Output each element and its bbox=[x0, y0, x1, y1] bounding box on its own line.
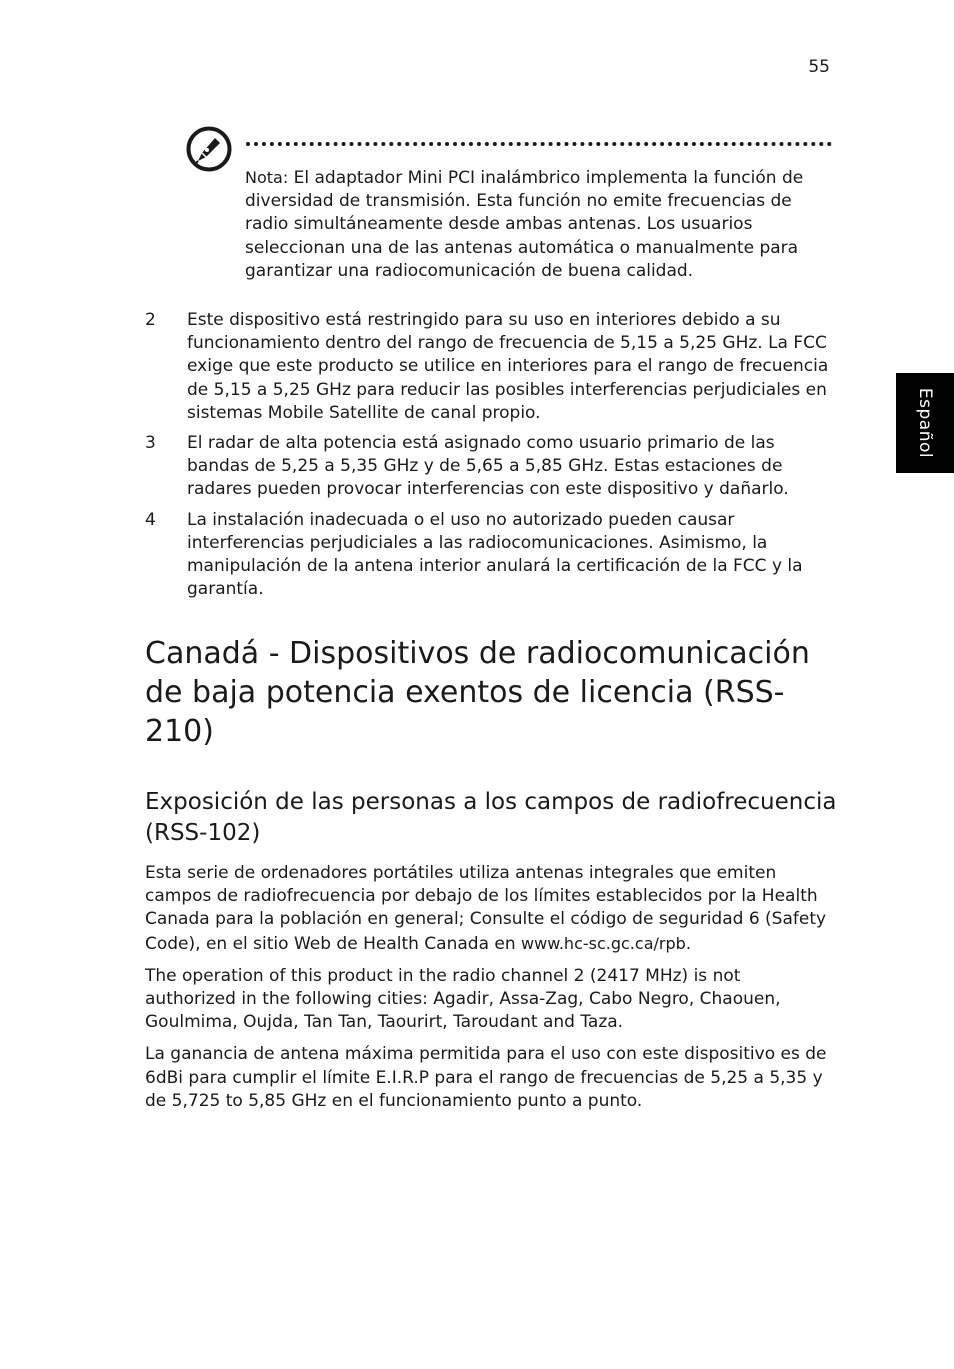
list-item-text: Este dispositivo está restringido para su uso en interiores debido a su funcionamiento dentro del rango de frecuencia de 5,15 a 5,25 GHz. La FCC exige que este producto se utilice en interiores para el rango de frecuencia de 5,15 a 5,25 GHz para reducir las posibles interferencias perjudiciales en sistemas Mobile Satellite de canal propio. bbox=[187, 310, 829, 423]
paragraph-text: Esta serie de ordenadores portátiles utiliza antenas integrales que emiten campos de radiofrecuencia por debajo de los límites establecidos por la Health Canada para la población en general; Consulte el código de seguridad 6 (Safety Code), en el sitio Web de Health Canada en bbox=[145, 863, 827, 954]
note-block bbox=[245, 166, 835, 283]
health-canada-link[interactable]: www.hc-sc.gc.ca/rpb bbox=[521, 933, 686, 953]
list-item bbox=[145, 309, 835, 425]
language-tab-label: Español bbox=[915, 387, 935, 459]
list-item-number: 2 bbox=[145, 310, 156, 330]
list-item bbox=[145, 432, 835, 502]
paragraph-health-canada bbox=[145, 862, 835, 956]
paragraph-end: . bbox=[685, 933, 692, 954]
page-number: 55 bbox=[808, 57, 830, 77]
language-tab bbox=[896, 373, 954, 473]
list-item-text: El radar de alta potencia está asignado como usuario primario de las bandas de 5,25 a 5,35 GHz y de 5,65 a 5,85 GHz. Estas estaciones de radares pueden provocar interferencias con este dispositivo y dañarlo. bbox=[187, 433, 789, 500]
note-body: El adaptador Mini PCI inalámbrico implementa la función de diversidad de transmisión. Esta función no emite frecuencias de radio simultáneamente desde ambas antenas. Los usuarios seleccionan una de las antenas automática o manualmente para garantizar una radiocomunicación de buena calidad. bbox=[245, 168, 804, 281]
list-item-number: 4 bbox=[145, 509, 156, 530]
note-label: Nota: bbox=[245, 168, 289, 187]
numbered-list bbox=[145, 309, 835, 608]
note-pen-icon bbox=[186, 126, 232, 172]
paragraph-antenna-gain: La ganancia de antena máxima permitida para el uso con este dispositivo es de 6dBi para cumplir el límite E.I.R.P para el rango de frecuencias de 5,25 a 5,35 y de 5,725 to 5,85 GHz en el funcionamiento punto a punto. bbox=[145, 1044, 827, 1111]
list-item bbox=[145, 509, 835, 602]
section-heading: Canadá - Dispositivos de radiocomunicación de baja potencia exentos de licencia (RSS-210) bbox=[145, 636, 810, 749]
paragraph-restricted-cities: The operation of this product in the radio channel 2 (2417 MHz) is not authorized in the following cities: Agadir, Assa-Zag, Cabo Negro, Chaouen, Goulmima, Oujda, Tan Tan, Taourirt, Taroudant and Taza. bbox=[145, 965, 781, 1033]
body-text bbox=[145, 862, 835, 1122]
list-item-text: La instalación inadecuada o el uso no autorizado pueden causar interferencias perjudiciales a las radiocomunicaciones. Asimismo, la manipulación de la antena interior anulará la certificación de la FCC y la garantía. bbox=[187, 509, 803, 600]
subsection-heading: Exposición de las personas a los campos de radiofrecuencia (RSS-102) bbox=[145, 789, 837, 846]
list-item-number: 3 bbox=[145, 433, 156, 454]
note-divider bbox=[246, 142, 832, 146]
